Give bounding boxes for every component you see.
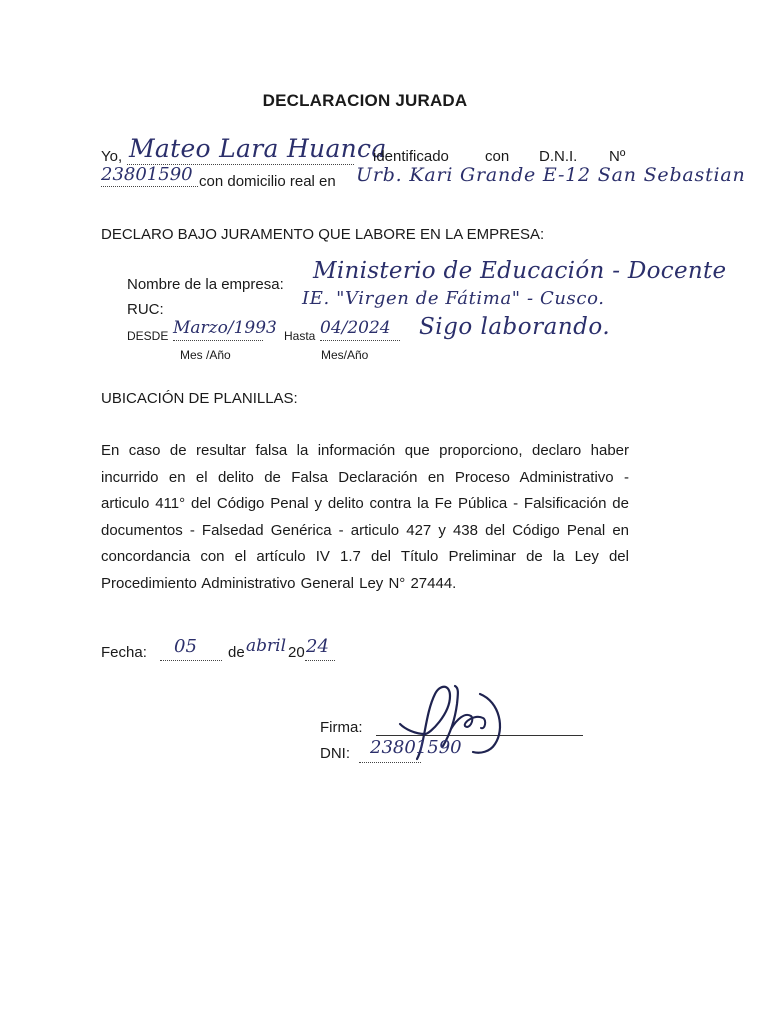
document-title: DECLARACION JURADA	[262, 91, 468, 110]
year-dotted-line	[305, 660, 335, 661]
dni-value: 23801590	[101, 164, 193, 185]
dni-dotted-line	[101, 186, 198, 187]
yo-label: Yo,	[101, 148, 123, 165]
desde-dotted-line	[173, 340, 263, 341]
declarant-name: Mateo Lara Huanca	[129, 134, 387, 163]
fecha-day: 05	[174, 636, 197, 657]
identificado-label: identificado	[373, 148, 449, 165]
fecha-label: Fecha:	[101, 644, 147, 661]
day-dotted-line	[160, 660, 222, 661]
declaro-heading: DECLARO BAJO JURAMENTO QUE LABORE EN LA EMPRESA:	[101, 226, 545, 243]
firma-dni-label: DNI:	[320, 745, 350, 762]
firma-dni-dotted-line	[359, 762, 421, 763]
hasta-value: 04/2024	[320, 318, 391, 338]
con-label: con	[485, 148, 510, 165]
hasta-label: Hasta	[284, 329, 316, 343]
dni-label: D.N.I.	[539, 148, 578, 165]
desde-label: DESDE	[127, 329, 169, 343]
firma-dni-value: 23801590	[370, 737, 462, 758]
firma-label: Firma:	[320, 719, 363, 736]
ruc-label: RUC:	[127, 301, 164, 318]
hasta-format-label: Mes/Año	[321, 348, 369, 362]
legal-paragraph: En caso de resultar falsa la información que proporciono, declaro haber incurrido en el delito de Falsa Declaración en Proceso Administrativo - articulo 411° del Código Penal y delito contra la Fe Pública - Falsificación de documentos - Falsedad Genérica - articulo 427 y 438 del Código Penal en concordancia con el artículo IV 1.7 del Título Preliminar de la Ley del Procedimiento Administrativo General Ley N° 27444.	[101, 442, 629, 592]
empresa-name-value: Ministerio de Educación - Docente	[313, 258, 727, 284]
desde-format-label: Mes /Año	[180, 348, 231, 362]
fecha-month: abril	[246, 636, 287, 656]
empresa-name-label: Nombre de la empresa:	[127, 276, 284, 293]
handwritten-signature	[395, 674, 525, 774]
fecha-year-suffix: 24	[306, 636, 329, 657]
domicilio-value: Urb. Kari Grande E-12 San Sebastian	[356, 164, 746, 186]
fecha-de-label: de	[228, 644, 245, 661]
hasta-dotted-line	[320, 340, 400, 341]
hasta-note: Sigo laborando.	[419, 314, 611, 340]
ubicacion-heading: UBICACIÓN DE PLANILLAS:	[101, 390, 298, 407]
ruc-value: IE. "Virgen de Fátima" - Cusco.	[302, 288, 605, 309]
numero-label: Nº	[609, 148, 626, 165]
domicilio-label: con domicilio real en	[199, 173, 336, 190]
fecha-year-prefix: 20	[288, 644, 305, 661]
desde-value: Marzo/1993	[173, 318, 277, 338]
